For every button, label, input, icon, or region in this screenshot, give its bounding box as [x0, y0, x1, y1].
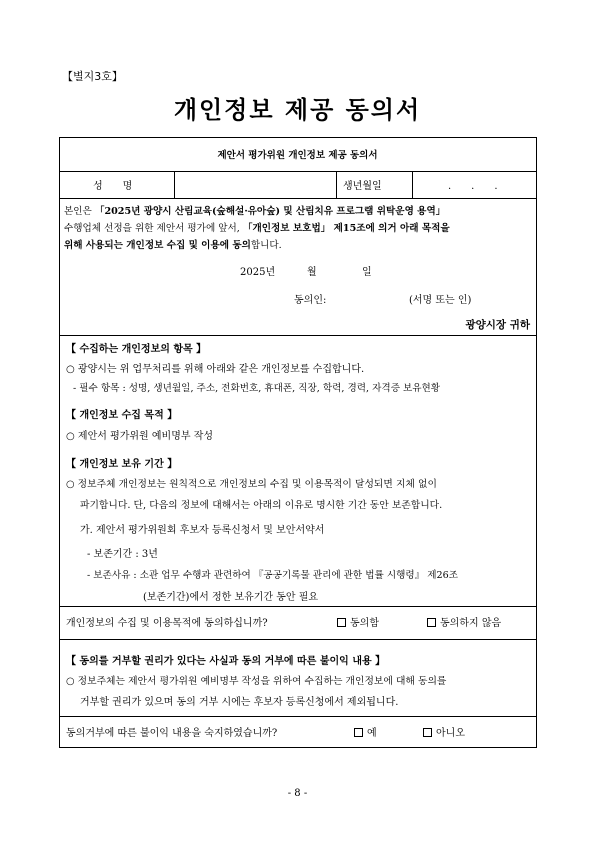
agree-checkbox[interactable]: 동의함: [337, 617, 379, 630]
retention-line-4: - 보존기간 : 3년: [87, 549, 158, 560]
refusal-heading: 【 동의를 거부할 권리가 있다는 사실과 동의 거부에 따른 불이익 내용 】: [66, 656, 386, 667]
purpose-line-1: ○ 제안서 평가위원 예비명부 작성: [66, 431, 214, 442]
purpose-heading: 【 개인정보 수집 목적 】: [66, 410, 178, 421]
checkbox-icon: [337, 618, 346, 627]
name-label: 성 명: [93, 181, 133, 192]
retention-line-2: 파기합니다. 단, 다음의 정보에 대해서는 아래의 이유로 명시한 기간 동안 보존합니다.: [80, 500, 443, 511]
page-title: 개인정보 제공 동의서: [173, 96, 422, 124]
no-checkbox[interactable]: 아니오: [423, 727, 465, 740]
name-field[interactable]: [176, 174, 334, 194]
addressee: 광양시장 귀하: [465, 319, 530, 331]
date-day: 일: [362, 267, 372, 278]
items-heading: 【 수집하는 개인정보의 항목 】: [66, 344, 207, 355]
retention-line-1: ○ 정보주체 개인정보는 원칙적으로 개인정보의 수집 및 이용목적이 달성되면 지체 없이: [66, 479, 437, 490]
disagree-checkbox[interactable]: 동의하지 않음: [427, 617, 501, 630]
items-line-2: - 필수 항목 : 성명, 생년월일, 주소, 전화번호, 휴대폰, 직장, 학력, 경력, 자격증 보유현황: [73, 383, 441, 394]
question-1-text: 개인정보의 수집 및 이용목적에 동의하십니까?: [66, 618, 268, 629]
signature-note: (서명 또는 인): [409, 295, 472, 306]
refusal-line-1: ○ 정보주체는 제안서 평가위원 예비명부 작성을 위하여 수집하는 개인정보에 대해 동의를: [66, 676, 447, 687]
retention-line-6: (보존기간)에서 정한 보유기간 동안 필요: [143, 592, 319, 603]
date-month: 월: [307, 267, 317, 278]
retention-line-5: - 보존사유 : 소관 업무 수행과 관련하여 『공공기록물 관리에 관한 법률 시행령』 제26조: [87, 570, 459, 581]
consent-line-1: 본인은 「2025년 광양시 산림교육(숲해설·유아숲) 및 산림치유 프로그램 위탁운영 용역」: [64, 206, 446, 217]
refusal-line-2: 거부할 권리가 있으며 동의 거부 시에는 후보자 등록신청에서 제외됩니다.: [80, 697, 399, 708]
yes-checkbox[interactable]: 예: [354, 727, 377, 740]
checkbox-icon: [427, 618, 436, 627]
consent-form: [59, 137, 537, 748]
birth-label: 생년월일: [343, 181, 382, 192]
checkbox-icon: [354, 728, 363, 737]
signer-label: 동의인:: [294, 295, 327, 306]
consent-line-2: 수행업체 선정을 위한 제안서 평가에 앞서, 「개인정보 보호법」 제15조에 의거 아래 목적을: [64, 223, 450, 234]
retention-line-3: 가. 제안서 평가위원회 후보자 등록신청서 및 보안서약서: [80, 525, 325, 536]
birth-field[interactable]: . . .: [448, 181, 498, 192]
annex-label: 【별지3호】: [62, 70, 123, 83]
consent-line-3: 위해 사용되는 개인정보 수집 및 이용에 동의합니다.: [64, 240, 282, 251]
retention-heading: 【 개인정보 보유 기간 】: [66, 459, 178, 470]
date-year: 2025년: [240, 267, 276, 278]
items-line-1: ○ 광양시는 위 업무처리를 위해 아래와 같은 개인정보를 수집합니다.: [66, 364, 365, 375]
page-number: - 8 -: [287, 788, 308, 799]
question-2-text: 동의거부에 따른 불이익 내용을 숙지하였습니까?: [66, 728, 278, 739]
form-header: 제안서 평가위원 개인정보 제공 동의서: [217, 150, 378, 161]
checkbox-icon: [423, 728, 432, 737]
